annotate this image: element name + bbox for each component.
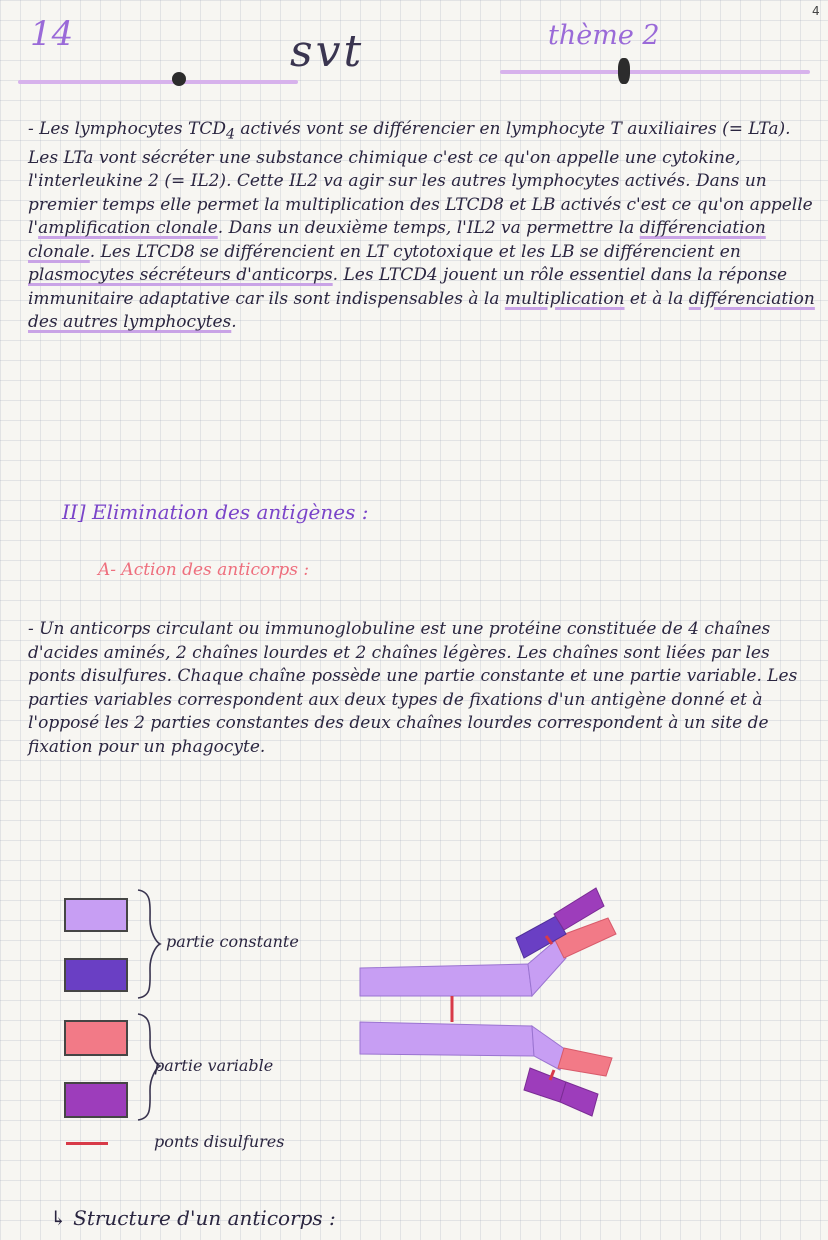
heavy-chain-upper-constant [360, 964, 532, 996]
text-segment: - Les lymphocytes TCD [28, 119, 226, 139]
underlined-term: plasmocytes sécréteurs d'anticorps [28, 265, 333, 286]
diagram-caption: ↳ Structure d'un anticorps : [50, 1206, 336, 1230]
underlined-term: différenciation des autres lymphocytes [28, 288, 815, 333]
text-segment: et à la [624, 288, 689, 309]
page-number: 14 [30, 14, 74, 54]
text-segment: . [231, 312, 237, 333]
text-segment: . Dans un deuxième temps, l'IL2 va permettre la [217, 218, 640, 239]
heavy-chain-lower-constant [360, 1022, 534, 1056]
theme-label: thème 2 [548, 20, 660, 51]
section-heading: II] Elimination des antigènes : [62, 500, 369, 524]
subscript: 4 [225, 126, 235, 143]
text-segment: - Un anticorps circulant ou immunoglobuline est une protéine constituée de 4 chaînes d'acides aminés, 2 chaînes lourdes et 2 chaînes légères. Les chaînes sont liées par les ponts disulfures. Chaque chaîne possède une partie constante et une partie variable. Les parties variables correspondent aux deux types de fixations d'un antigène donné et à l'opposé les 2 parties constantes des deux chaînes lourdes correspondent à un site de fixation pour un phagocyte. [28, 619, 798, 757]
text-segment: . Les LTCD4 jouent un rôle essentiel dans la réponse immunitaire adaptative car ils sont indispensables à la [28, 265, 788, 309]
subsection-heading: A- Action des anticorps : [98, 560, 310, 580]
legend-label-constant: partie constante [166, 932, 299, 951]
text-segment: activés vont se différencier en lymphocyte T auxiliaires (= LTa). Les LTa vont sécréter une substance chimique c'est ce qu'on appelle une cytokine, l'interleukine 2 (= IL2). Cette IL2 va agir sur les autres lymphocytes activés. Dans un premier temps elle permet la multiplication des LTCD8 et LB activés c'est ce qu'on appelle l' [28, 119, 813, 239]
legend-label-bridges: ponts disulfures [154, 1132, 285, 1151]
light-chain-lower-constant [524, 1068, 566, 1102]
legend-label-variable: partie variable [154, 1056, 274, 1075]
underlined-term: multiplication [504, 288, 625, 309]
light-chain-lower-variable [560, 1082, 598, 1116]
heavy-chain-lower-variable [558, 1048, 612, 1076]
page-title: svt [290, 26, 365, 77]
corner-mark: 4 [812, 4, 820, 18]
underlined-term: amplification clonale [38, 218, 218, 239]
underlined-term: différenciation clonale [28, 218, 766, 262]
text-segment: . Les LTCD8 se différencient en LT cytotoxique et les LB se différencient en [89, 241, 741, 262]
